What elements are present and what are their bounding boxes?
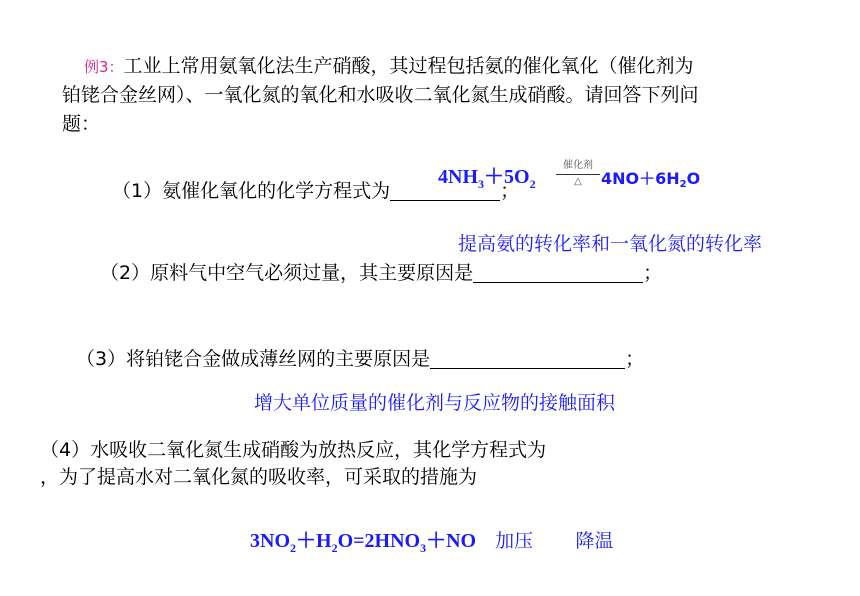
a1-lhs-2-sub: 2 (529, 177, 536, 191)
a1-rhs-2: O (686, 169, 701, 188)
question-2 (100, 258, 662, 285)
a4-part-1: 3NO (250, 530, 290, 552)
question-3-text: （3）将铂铑合金做成薄丝网的主要原因是 (76, 348, 431, 370)
answer-2: 提高氨的转化率和一氧化氮的转化率 (458, 233, 763, 255)
answer-blank-3 (430, 350, 625, 369)
a1-rhs-1: 4NO＋6H (601, 169, 680, 188)
a4-sub-2: 2 (331, 541, 338, 555)
a1-rhs-1-sub: 2 (679, 179, 687, 190)
answer-1-equation (438, 160, 536, 192)
question-3-end: ； (625, 348, 645, 370)
a4-measure-2: 降温 (575, 530, 614, 552)
example-label: 例3： (84, 58, 124, 76)
a1-lhs-1: 4NH (438, 166, 478, 188)
answer-blank-2 (473, 264, 643, 283)
a4-measure-1: 加压 (495, 530, 534, 552)
intro-line-2: 铂铑合金丝网）、一氧化氮的氧化和水吸收二氧化氮生成硝酸。请回答下列问 (62, 84, 699, 106)
a1-condition-top: 催化剂 (563, 160, 593, 171)
answer-4 (250, 524, 613, 556)
question-2-text: （2）原料气中空气必须过量，其主要原因是 (100, 262, 474, 284)
a4-sub-3: 3 (420, 541, 427, 555)
answer-3: 增大单位质量的催化剂与反应物的接触面积 (254, 392, 616, 414)
a1-condition (556, 160, 600, 188)
a1-lhs-2: 5O (504, 166, 530, 188)
a1-plus: ＋ (484, 166, 504, 188)
question-4-line-1: （4）水吸收二氧化氮生成硝酸为放热反应，其化学方程式为 (40, 439, 547, 461)
a4-sub-1: 2 (290, 541, 296, 555)
question-1-text: （1）氨催化氧化的化学方程式为 (112, 180, 391, 202)
a1-condition-bottom: △ (574, 176, 582, 187)
a1-lhs-1-sub: 3 (478, 177, 484, 191)
question-2-end: ； (643, 262, 663, 284)
intro-line-3: 题： (62, 113, 101, 135)
question-3 (76, 344, 644, 371)
a1-rhs (601, 166, 700, 190)
intro-text-1: 工业上常用氨氧化法生产硝酸，其过程包括氨的催化氧化（催化剂为 (123, 55, 694, 77)
a4-part-2: ＋H (296, 530, 332, 552)
question-1-end: ； (500, 180, 520, 202)
question-4-line-2: ，为了提高水对二氧化氮的吸收率，可采取的措施为 (40, 466, 478, 488)
a1-reaction-line (556, 174, 600, 175)
intro-line-1 (84, 52, 694, 82)
a4-part-4: ＋NO (426, 530, 477, 552)
a4-part-3: O=2HNO (337, 530, 421, 552)
